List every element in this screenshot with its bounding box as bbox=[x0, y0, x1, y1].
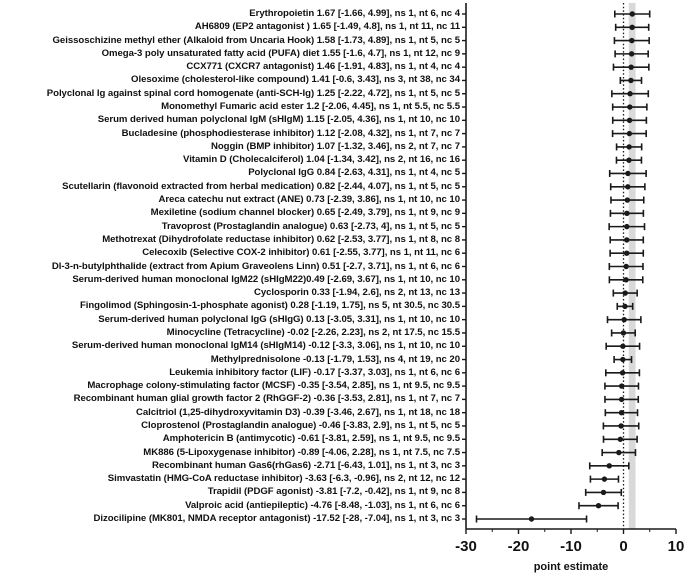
row-label: Amphotericin B (antimycotic) -0.61 [-3.81, 2.59], ns 1, nt 9.5, nc 9.5 bbox=[162, 433, 460, 445]
estimate-row bbox=[590, 462, 629, 469]
row-label: Scutellarin (flavonoid extracted from herbal medication) 0.82 [-2.44, 4.07], ns 1, nt 5, nc 5 bbox=[62, 180, 460, 192]
estimate-row bbox=[616, 24, 649, 31]
point-estimate-marker bbox=[624, 251, 629, 256]
estimate-row bbox=[615, 50, 648, 57]
point-estimate-marker bbox=[625, 197, 630, 202]
estimate-row bbox=[609, 276, 642, 283]
point-estimate-marker bbox=[619, 383, 624, 388]
point-estimate-marker bbox=[624, 237, 629, 242]
row-label: Polyclonal Ig against spinal cord homogenate (anti-SCH-Ig) 1.25 [-2.22, 4.72], ns 1, nt 5, nc 5 bbox=[46, 87, 460, 99]
point-estimate-marker bbox=[627, 131, 632, 136]
estimate-row bbox=[611, 183, 645, 190]
estimate-row bbox=[609, 223, 644, 230]
estimate-row bbox=[610, 250, 643, 257]
point-estimate-marker bbox=[623, 290, 628, 295]
estimate-rows bbox=[477, 11, 650, 523]
row-label: Recombinant human Gas6(rhGas6) -2.71 [-6.43, 1.01], ns 1, nt 3, nc 3 bbox=[152, 459, 460, 471]
row-label: Vitamin D (Cholecalciferol) 1.04 [-1.34, 3.42], ns 2, nt 16, nc 16 bbox=[183, 154, 460, 166]
estimate-row bbox=[613, 104, 647, 111]
row-label: Trapidil (PDGF agonist) -3.81 [-7.2, -0.42], ns 1, nt 9, nc 8 bbox=[207, 486, 460, 498]
point-estimate-marker bbox=[620, 344, 625, 349]
row-label: Cloprostenol (Prostaglandin analogue) -0.46 [-3.83, 2.9], ns 1, nt 5, nc 5 bbox=[141, 419, 460, 431]
row-label: Fingolimod (Sphingosin-1-phosphate agonist) 0.28 [-1.19, 1.75], ns 5, nt 30.5, nc 30.5 bbox=[79, 300, 460, 312]
estimate-row bbox=[613, 117, 647, 124]
estimate-row bbox=[610, 236, 643, 243]
row-label: Leukemia inhibitory factor (LIF) -0.17 [-3.37, 3.03], ns 1, nt 6, nc 6 bbox=[169, 366, 460, 378]
x-axis-title: point estimate bbox=[533, 561, 609, 573]
row-label: Valproic acid (antiepileptic) -4.76 [-8.48, -1.03], ns 1, nt 6, nc 6 bbox=[185, 499, 460, 511]
estimate-row bbox=[615, 11, 650, 18]
point-estimate-marker bbox=[627, 91, 632, 96]
row-label: Olesoxime (cholesterol-like compound) 1.41 [-0.6, 3.43], ns 3, nt 38, nc 34 bbox=[131, 74, 460, 86]
point-estimate-marker bbox=[618, 423, 623, 428]
row-label: Mexiletine (sodium channel blocker) 0.65 [-2.49, 3.79], ns 1, nt 9, nc 9 bbox=[150, 207, 460, 219]
x-tick-label: -30 bbox=[455, 538, 477, 555]
point-estimate-marker bbox=[625, 184, 630, 189]
row-label: Serum-derived human monoclonal IgM22 (sHIgM22)0.49 [-2.69, 3.67], ns 1, nt 10, nc 10 bbox=[72, 273, 460, 285]
row-label: Noggin (BMP inhibitor) 1.07 [-1.32, 3.46], ns 2, nt 7, nc 7 bbox=[210, 140, 460, 152]
point-estimate-marker bbox=[625, 171, 630, 176]
estimate-row bbox=[616, 157, 641, 164]
x-tick-label: -10 bbox=[560, 538, 582, 555]
point-estimate-marker bbox=[623, 264, 628, 269]
point-estimate-marker bbox=[623, 277, 628, 282]
row-label: Simvastatin (HMG-CoA reductase inhibitor) -3.63 [-6.3, -0.96], ns 2, nt 12, nc 12 bbox=[107, 473, 460, 485]
estimate-row bbox=[610, 210, 643, 217]
estimate-row bbox=[607, 316, 640, 323]
x-axis bbox=[455, 529, 684, 555]
row-label: Serum-derived human polyclonal IgG (sHIgG) 0.13 [-3.05, 3.31], ns 1, nt 10, nc 10 bbox=[98, 313, 460, 325]
point-estimate-marker bbox=[619, 410, 624, 415]
row-label: AH6809 (EP2 antagonist ) 1.65 [-1.49, 4.8], ns 1, nt 11, nc 11 bbox=[194, 21, 460, 33]
point-estimate-marker bbox=[626, 157, 631, 162]
x-tick-label: 10 bbox=[667, 538, 685, 555]
point-estimate-marker bbox=[628, 64, 633, 69]
estimate-row bbox=[613, 64, 648, 71]
row-label: Methylprednisolone -0.13 [-1.79, 1.53], ns 4, nt 19, nc 20 bbox=[210, 353, 460, 365]
point-estimate-marker bbox=[629, 38, 634, 43]
row-label: Dizocilipine (MK801, NMDA receptor antagonist) -17.52 [-28, -7.04], ns 1, nt 3, nc 3 bbox=[93, 513, 460, 524]
row-label: Polyclonal IgG 0.84 [-2.63, 4.31], ns 1, nt 4, nc 5 bbox=[248, 167, 460, 179]
estimate-row bbox=[611, 197, 644, 204]
point-estimate-marker bbox=[596, 503, 601, 508]
point-estimate-marker bbox=[627, 118, 632, 123]
estimate-row bbox=[613, 130, 647, 137]
x-tick-label: 0 bbox=[619, 538, 628, 555]
point-estimate-marker bbox=[618, 437, 623, 442]
point-estimate-marker bbox=[619, 397, 624, 402]
estimate-row bbox=[590, 476, 618, 483]
row-label: Erythropoietin 1.67 [-1.66, 4.99], ns 1, nt 6, nc 4 bbox=[249, 8, 460, 19]
point-estimate-marker bbox=[621, 317, 626, 322]
row-label: Serum derived human polyclonal IgM (sHIgM) 1.15 [-2.05, 4.36], ns 1, nt 10, nc 10 bbox=[97, 114, 460, 126]
estimate-row bbox=[617, 143, 642, 150]
estimate-row bbox=[477, 516, 587, 523]
estimate-row bbox=[609, 263, 643, 270]
row-label: Macrophage colony-stimulating factor (MCSF) -0.35 [-3.54, 2.85], ns 1, nt 9.5, nc 9.5 bbox=[87, 380, 460, 392]
x-tick-label: -20 bbox=[507, 538, 530, 555]
row-label: Monomethyl Fumaric acid ester 1.2 [-2.06, 4.45], ns 1, nt 5.5, nc 5.5 bbox=[161, 101, 460, 113]
row-label: Bucladesine (phosphodiesterase inhibitor) 1.12 [-2.08, 4.32], ns 1, nt 7, nc 7 bbox=[121, 127, 460, 139]
point-estimate-marker bbox=[624, 224, 629, 229]
point-estimate-marker bbox=[622, 304, 627, 309]
row-label: Celecoxib (Selective COX-2 inhibitor) 0.61 [-2.55, 3.77], ns 1, nt 11, nc 6 bbox=[142, 247, 460, 259]
point-estimate-marker bbox=[616, 450, 621, 455]
estimate-row bbox=[586, 489, 622, 496]
point-estimate-marker bbox=[620, 357, 625, 362]
point-estimate-marker bbox=[627, 104, 632, 109]
point-estimate-marker bbox=[629, 51, 634, 56]
row-label: Recombinant human glial growth factor 2 (RhGGF-2) -0.36 [-3.53, 2.81], ns 1, nt 7, nc 7 bbox=[73, 393, 460, 405]
estimate-row bbox=[579, 502, 618, 509]
point-estimate-marker bbox=[529, 516, 534, 521]
point-estimate-marker bbox=[630, 11, 635, 16]
row-label: Methotrexat (Dihydrofolate reductase inhibitor) 0.62 [-2.53, 3.77], ns 1, nt 8, nc 8 bbox=[102, 233, 460, 245]
row-label: Geissoschizine methyl ether (Alkaloid from Uncaria Hook) 1.58 [-1.73, 4.89], ns 1, nt 5, nc 5 bbox=[52, 34, 460, 46]
point-estimate-marker bbox=[620, 370, 625, 375]
row-label: MK886 (5-Lipoxygenase inhibitor) -0.89 [-4.06, 2.28], ns 1, nt 7.5, nc 7.5 bbox=[143, 446, 460, 458]
point-estimate-marker bbox=[602, 476, 607, 481]
estimate-row bbox=[614, 37, 649, 44]
row-label: Omega-3 poly unsaturated fatty acid (PUFA) diet 1.55 [-1.6, 4.7], ns 1, nt 12, nc 9 bbox=[101, 47, 460, 59]
row-label: Dl-3-n-butylphthalide (extract from Apium Graveolens Linn) 0.51 [-2.7, 3.71], ns 1, nt 6, nc 6 bbox=[51, 260, 460, 272]
point-estimate-marker bbox=[607, 463, 612, 468]
row-label: Cyclosporin 0.33 [-1.94, 2.6], ns 2, nt 13, nc 13 bbox=[253, 287, 460, 299]
y-axis bbox=[462, 3, 466, 529]
point-estimate-marker bbox=[628, 78, 633, 83]
estimate-row bbox=[610, 170, 646, 177]
row-label: Serum-derived human monoclonal IgM14 (sHIgM14) -0.12 [-3.3, 3.06], ns 1, nt 10, nc 10 bbox=[71, 340, 460, 352]
point-estimate-marker bbox=[624, 211, 629, 216]
point-estimate-marker bbox=[621, 330, 626, 335]
point-estimate-marker bbox=[601, 490, 606, 495]
row-label: Calcitriol (1,25-dihydroxyvitamin D3) -0.39 [-3.46, 2.67], ns 1, nt 18, nc 18 bbox=[135, 406, 460, 418]
estimate-row bbox=[612, 90, 648, 97]
row-label: Minocycline (Tetracycline) -0.02 [-2.26, 2.23], ns 2, nt 17.5, nc 15.5 bbox=[166, 326, 460, 338]
row-label: CCX771 (CXCR7 antagonist) 1.46 [-1.91, 4.83], ns 1, nt 4, nc 4 bbox=[186, 61, 460, 73]
row-label: Travoprost (Prostaglandin analogue) 0.63 [-2.73, 4], ns 1, nt 5, nc 5 bbox=[161, 220, 460, 232]
row-label: Areca catechu nut extract (ANE) 0.73 [-2.39, 3.86], ns 1, nt 10, nc 10 bbox=[158, 194, 460, 206]
point-estimate-marker bbox=[626, 144, 631, 149]
point-estimate-marker bbox=[629, 25, 634, 30]
